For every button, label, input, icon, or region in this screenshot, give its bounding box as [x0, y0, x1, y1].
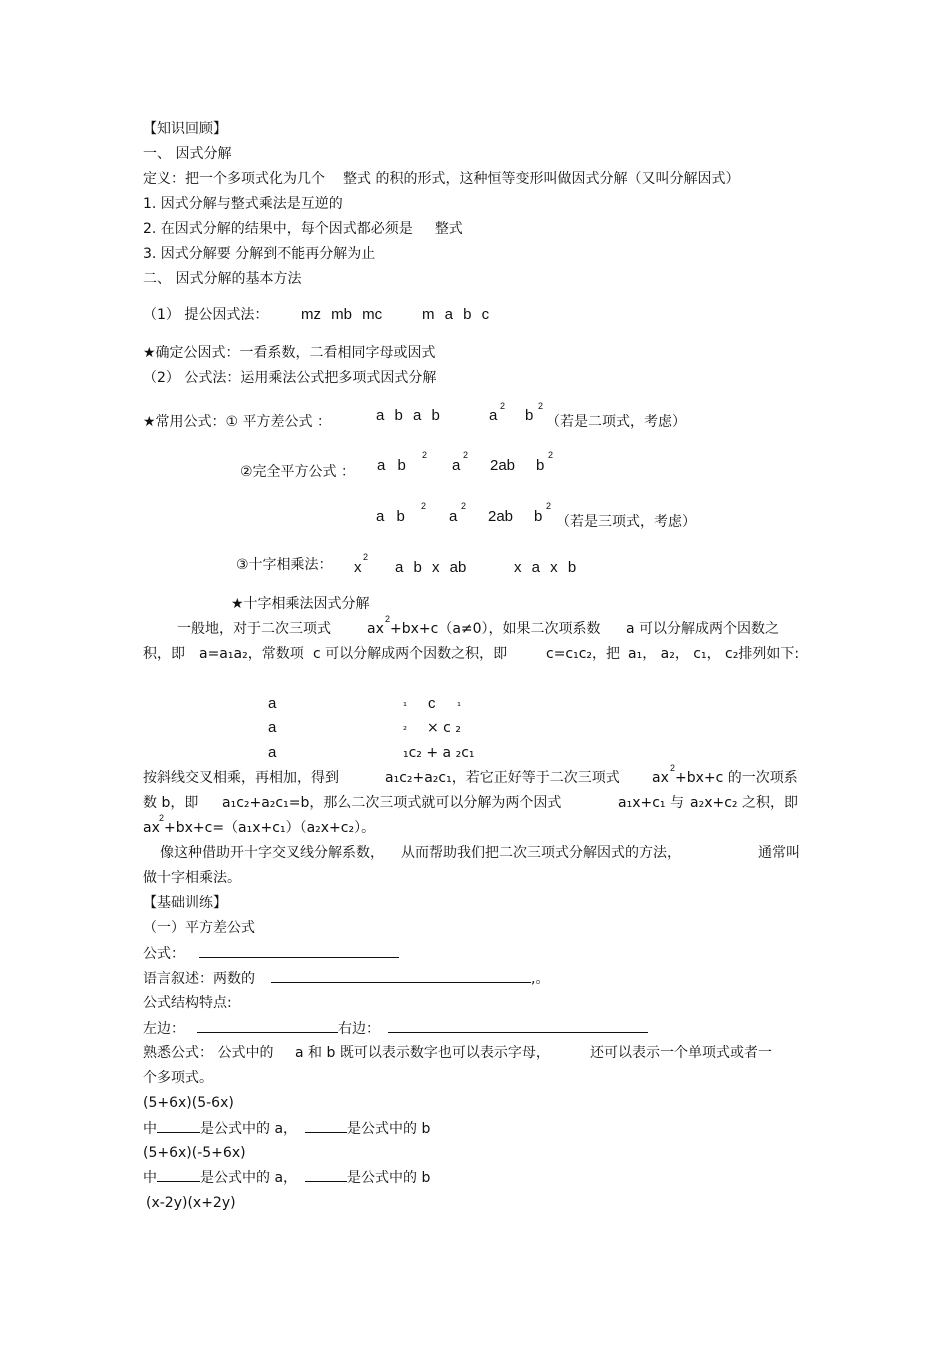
perfect-square-2-ab: a b — [376, 508, 405, 525]
para2-c: c 可以分解成两个因数之积，即 — [313, 646, 508, 662]
section-1-title: 一、 因式分解 — [143, 146, 232, 162]
table-a3: a — [268, 744, 277, 761]
cross-method-label: ③十字相乘法： — [236, 557, 333, 573]
common-formulas-label: ★常用公式：① 平方差公式 ： — [143, 414, 332, 430]
structure-label: 公式结构特点: — [143, 995, 232, 1011]
section-2-title: 二、 因式分解的基本方法 — [143, 271, 302, 287]
right-label: 右边： — [338, 1021, 380, 1037]
familiar-d: 个多项式。 — [143, 1070, 213, 1086]
exponent: 2 — [546, 501, 552, 511]
answer-blank-b[interactable] — [305, 1118, 347, 1133]
example-3: (x-2y)(x+2y) — [146, 1195, 236, 1211]
perfect-square-1-2ab: 2ab — [490, 457, 516, 474]
exponent: 2 — [670, 763, 676, 773]
para3-d: +bx+c 的一次项系 — [675, 770, 798, 786]
left-blank[interactable] — [197, 1018, 338, 1033]
para6-a: 像这种借助开十字交叉线分解系数， — [160, 845, 384, 861]
star-cross-heading: ★十字相乘法因式分解 — [231, 596, 370, 612]
definition-text-b: 整式 的积的形式，这种恒等变形叫做因式分解（又叫分解因式） — [343, 171, 740, 187]
point-2-text: 2. 在因式分解的结果中，每个因式都必须是 — [143, 221, 413, 237]
diff-squares-a: a — [489, 407, 498, 424]
method-1-formula-lhs: mz mb mc — [301, 306, 383, 323]
cross-middle: a b x ab — [395, 559, 467, 576]
para3-a: 按斜线交叉相乘，再相加，得到 — [143, 770, 339, 786]
answer-is-b: 是公式中的 b — [347, 1170, 431, 1186]
table-c1: c — [428, 695, 436, 712]
exponent: 2 — [363, 552, 369, 562]
method-1-formula-rhs: m a b c — [422, 306, 490, 323]
language-blank[interactable] — [271, 968, 531, 983]
para2-e: a₁， a₂， c₁， c₂排列如下: — [628, 646, 800, 662]
answer-blank-a[interactable] — [157, 1167, 200, 1182]
para2-a: 积，即 — [143, 646, 185, 662]
para1-c: +bx+c（a≠0），如果二次项系数 — [390, 621, 601, 637]
para1-a: 一般地，对于二次三项式 — [177, 621, 331, 637]
para3-b: a₁c₂+a₂c₁，若它正好等于二次三项式 — [385, 770, 620, 786]
method-2-label: （2） 公式法：运用乘法公式把多项式因式分解 — [143, 370, 437, 386]
perfect-square-2-2ab: 2ab — [488, 508, 514, 525]
example-2: (5+6x)(-5+6x) — [143, 1145, 246, 1161]
formula-line — [143, 943, 399, 964]
familiar-c: 还可以表示一个单项式或者一 — [590, 1045, 772, 1061]
formula-blank[interactable] — [199, 943, 399, 958]
table-a1: a — [268, 695, 277, 712]
example-1-answer — [143, 1118, 430, 1139]
exponent: 2 — [385, 614, 391, 624]
perfect-square-1-b2: b — [536, 457, 545, 474]
para6-b: 从而帮助我们把二次三项式分解因式的方法， — [401, 845, 681, 861]
language-line — [143, 968, 549, 989]
perfect-square-1-a2: a — [452, 457, 461, 474]
table-result: ₁c₂ + a ₂c₁ — [403, 745, 475, 761]
para6-c: 通常叫 — [758, 845, 800, 861]
left-label: 左边： — [143, 1021, 185, 1037]
language-end: ,。 — [531, 971, 550, 987]
section-review-heading: 【知识回顾】 — [143, 121, 227, 137]
diff-squares-b: b — [525, 407, 534, 424]
section-training-heading: 【基础训练】 — [143, 895, 227, 911]
exponent: 2 — [538, 401, 544, 411]
perfect-square-1-ab: a b — [377, 457, 406, 474]
diff-squares-note: （若是二项式，考虑） — [546, 414, 686, 430]
example-2-answer — [143, 1167, 430, 1188]
cross-x: x — [354, 559, 362, 576]
training-topic-1: （一）平方差公式 — [143, 920, 255, 936]
point-3: 3. 因式分解要 分解到不能再分解为止 — [143, 246, 376, 262]
answer-is-a: 是公式中的 a， — [200, 1121, 298, 1137]
table-a2: a — [268, 719, 277, 736]
answer-is-b: 是公式中的 b — [347, 1121, 431, 1137]
para5-b: +bx+c=（a₁x+c₁）（a₂x+c₂）。 — [164, 820, 376, 836]
familiar-a: 熟悉公式： 公式中的 — [143, 1045, 274, 1061]
point-1: 1. 因式分解与整式乘法是互逆的 — [143, 196, 343, 212]
para1-d: a 可以分解成两个因数之 — [626, 621, 780, 637]
perfect-square-note: （若是三项式，考虑） — [556, 514, 696, 530]
language-label: 语言叙述：两数的 — [143, 971, 255, 987]
table-sub2: ₂ — [403, 722, 408, 733]
exponent: 2 — [422, 450, 428, 460]
para3-ax: ax — [652, 770, 669, 786]
exponent: 2 — [421, 501, 427, 511]
formula-label: 公式： — [143, 946, 185, 962]
perfect-square-2-b2: b — [534, 508, 543, 525]
diff-squares-lhs: a b a b — [376, 407, 440, 424]
familiar-b: a 和 b 既可以表示数字也可以表示字母， — [295, 1045, 550, 1061]
method-1-label: （1） 提公因式法： — [143, 307, 269, 323]
answer-blank-a[interactable] — [157, 1118, 200, 1133]
star-common-factor: ★确定公因式：一看系数，二看相同字母或因式 — [143, 345, 436, 361]
exponent: 2 — [548, 450, 554, 460]
point-2 — [143, 219, 463, 239]
exponent: 2 — [500, 401, 506, 411]
left-right-line — [143, 1018, 648, 1039]
para2-b: a=a₁a₂，常数项 — [199, 646, 304, 662]
answer-is-a: 是公式中的 a， — [200, 1170, 298, 1186]
answer-zhong: 中 — [143, 1170, 157, 1186]
para4-b: a₁c₂+a₂c₁=b，那么二次三项式就可以分解为两个因式 — [222, 795, 562, 811]
answer-blank-b[interactable] — [305, 1167, 347, 1182]
para5-ax: ax — [143, 820, 160, 836]
exponent: 2 — [463, 450, 469, 460]
definition-text-a: 定义：把一个多项式化为几个 — [143, 171, 325, 187]
perfect-square-label: ②完全平方公式 ： — [240, 464, 356, 480]
para7: 做十字相乘法。 — [143, 870, 241, 886]
para4-d: a₂x+c₂ 之积，即 — [690, 795, 798, 811]
answer-zhong: 中 — [143, 1121, 157, 1137]
para4-a: 数 b，即 — [143, 795, 199, 811]
perfect-square-2-a2: a — [449, 508, 458, 525]
table-sub1b: ₁ — [457, 698, 462, 709]
para4-c: a₁x+c₁ 与 — [618, 795, 684, 811]
exponent: 2 — [159, 813, 165, 823]
cross-rhs: x a x b — [514, 559, 577, 576]
point-2-keyword: 整式 — [434, 221, 463, 237]
definition-line — [143, 169, 739, 189]
table-sub1: ₁ — [403, 698, 408, 709]
para1-ax: ax — [367, 621, 384, 637]
right-blank[interactable] — [388, 1018, 648, 1033]
exponent: 2 — [461, 501, 467, 511]
example-1: (5+6x)(5-6x) — [143, 1095, 234, 1111]
para2-d: c=c₁c₂，把 — [546, 646, 621, 662]
table-times-c2: × c ₂ — [427, 720, 461, 736]
